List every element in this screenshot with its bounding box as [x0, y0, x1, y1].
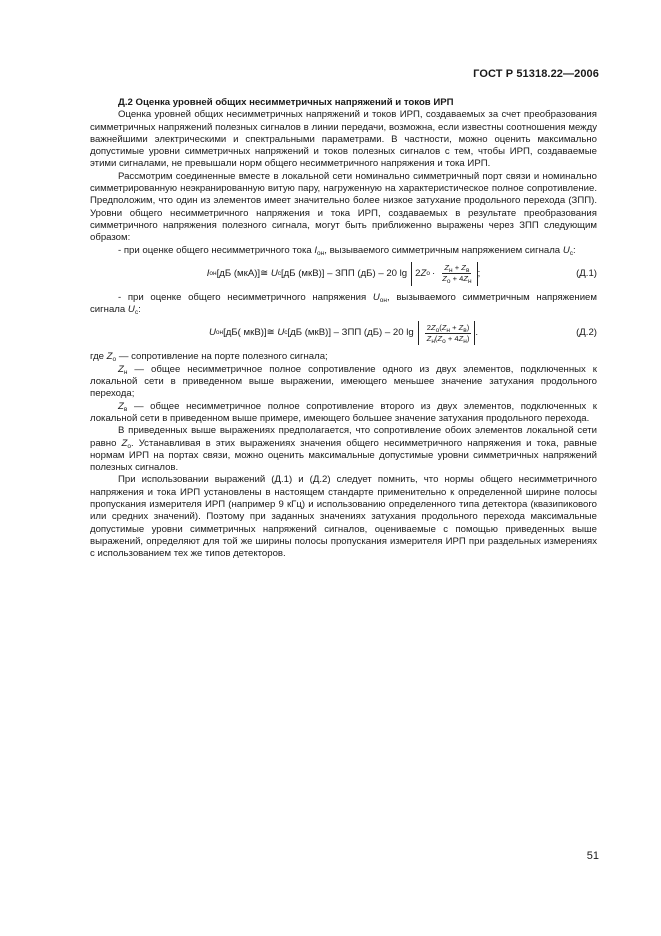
formula-number: (Д.1)	[576, 267, 597, 279]
formula-d2: U он [дБ( мкВ)] ≅ U с [дБ (мкВ)] – ЗПП (дБ) – 20 lg $\frac{2Zо(Zн + Zв)}{Zн(Zо + 4Zн)}$ . (Д.2)	[208, 322, 597, 345]
section-title: Д.2 Оценка уровней общих несимметричных напряжений и токов ИРП	[118, 97, 454, 108]
definition-zo: где $Z_о$ — сопротивление на порте полезного сигнала;	[90, 351, 328, 364]
definition-zv: $Z_в$ — общее несимметричное полное сопротивление второго из двух элементов, подключенных к локальной сети в приведенном выше примере, имеющего большее значение затухания продольного перехода.	[90, 400, 597, 424]
formula-d1: I он [дБ (мкА)] ≅ U с [дБ (мкВ)] – ЗПП (дБ) – 20 lg 2 Z о · $\frac{Zн + Zв}{Zо + 4Zн}$ ; (Д.1)	[206, 263, 597, 286]
paragraph-voltage-intro: - при оценке общего несимметричного напряжения $U_{он}$, вызываемого симметричным напряжением сигнала $U_с$:	[90, 291, 597, 317]
paragraph: Рассмотрим соединенные вместе в локальной сети номинально симметричный порт связи и номинально симметрированную неэкранированную витую пару, нагруженную на характеристическое полное сопротивление. Предположим, что один из элементов имеет значительно более низкое затухание продольного перехода (ЗПП). Уровни общего несимметричного напряжения и тока ИРП, создаваемых в результате преобразования симметричного напряжения полезного сигнала, могут быть приближенно выражены через ЗПП следующим образом:	[90, 170, 597, 244]
paragraph-current-intro: - при оценке общего несимметричного тока $I_{он}$, вызываемого симметричным напряжением сигнала $U_с$:	[118, 244, 576, 257]
formula-d1-modulus: 2 Z о · $\frac{Zн + Zв}{Zо + 4Zн}$	[411, 262, 477, 286]
definition-zn: $Z_н$ — общее несимметричное полное сопротивление одного из двух элементов, подключенных к локальной сети в приведенном выше выражении, имеющего меньшее значение затухания продольного перехода;	[90, 363, 597, 400]
paragraph: В приведенных выше выражениях предполагается, что сопротивление обоих элементов локальной сети равно $Z_о$. Устанавливая в этих выражениях значения общего несимметричного напряжения и тока, равные нормам ИРП на портах связи, можно оценить максимальные допустимые уровни симметричных напряжений полезных сигналов.	[90, 425, 597, 474]
formula-number: (Д.2)	[576, 327, 597, 339]
formula-d2-fraction: $\frac{2Zо(Zн + Zв)}{Zн(Zо + 4Zн)}$	[426, 322, 470, 345]
paragraph: Оценка уровней общих несимметричных напряжений и токов ИРП, создаваемых за счет преобразования симметричных напряжений полезных сигналов в линии передачи, возможна, если известны соотношения между важнейшими электрическими и спектральными параметрами. В частности, можно оценить максимально допустимые уровни симметричных напряжений и токов полезных сигналов с тем, чтобы ИРП, создаваемые этими сигналами, не превышали норм общего несимметричного напряжения и тока ИРП.	[90, 109, 597, 170]
formula-d1-fraction: $\frac{Zн + Zв}{Zо + 4Zн}$	[442, 263, 472, 286]
document-id: ГОСТ Р 51318.22—2006	[473, 68, 599, 80]
page-number: 51	[586, 850, 599, 862]
paragraph: При использовании выражений (Д.1) и (Д.2) следует помнить, что нормы общего несимметричного напряжения и тока ИРП установлены в настоящем стандарте применительно к определенной ширине полосы пропускания измерителя ИРП (например 9 кГц) и использованию определенного типа детектора (квазипикового или средних значений). Поэтому при заданных значениях затухания продольного перехода максимальные допустимые уровни симметричных напряжений сигналов, оцениваемые с помощью приведенных выше выражений, определяют для той же ширины полосы пропускания измерителя ИРП при раздельных измерениях с использованием тех же типов детекторов.	[90, 474, 597, 560]
document-body	[90, 97, 597, 561]
formula-d2-modulus	[418, 321, 476, 345]
